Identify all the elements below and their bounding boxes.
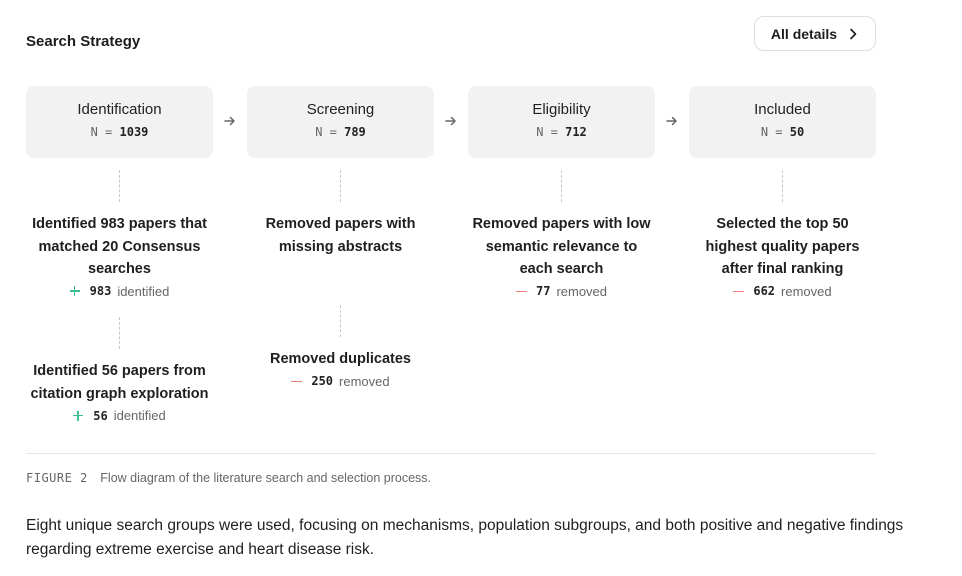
- stage-count: N = 1039: [90, 125, 149, 139]
- step-included-ranking: [689, 213, 876, 299]
- plus-icon: [73, 411, 83, 421]
- step-description: Removed duplicates: [269, 351, 411, 367]
- stage-name: Eligibility: [532, 101, 591, 118]
- step-screening-duplicates: [247, 348, 434, 389]
- figure-label: FIGURE 2: [26, 471, 88, 485]
- step-description: Selected the top 50 highest quality papers after final ranking: [705, 216, 860, 277]
- connector-line: [561, 170, 562, 202]
- section-title: Search Strategy: [26, 33, 141, 50]
- chevron-right-icon: [847, 28, 859, 40]
- connector-line: [782, 170, 783, 202]
- step-delta: 250 removed: [247, 374, 434, 389]
- step-delta: 983 identified: [26, 284, 213, 299]
- step-description: Removed papers with missing abstracts: [265, 216, 416, 255]
- stage-name: Included: [754, 101, 811, 118]
- step-description: Identified 56 papers from citation graph exploration: [30, 363, 209, 402]
- connector-line: [340, 305, 341, 337]
- arrow-right-icon: [224, 115, 236, 127]
- figure-caption: [26, 471, 431, 485]
- stage-eligibility: [468, 86, 655, 158]
- stage-name: Identification: [77, 101, 162, 118]
- divider: [26, 453, 876, 454]
- step-delta: 56 identified: [26, 408, 213, 423]
- connector-line: [119, 170, 120, 202]
- plus-icon: [70, 286, 80, 296]
- arrow-right-icon: [445, 115, 457, 127]
- stage-identification: [26, 86, 213, 158]
- stage-count: N = 50: [760, 125, 805, 139]
- stage-count: N = 789: [315, 125, 366, 139]
- stage-included: [689, 86, 876, 158]
- minus-icon: [291, 376, 301, 386]
- all-details-button[interactable]: [754, 16, 876, 51]
- step-identification-search: [26, 213, 213, 299]
- summary-paragraph: Eight unique search groups were used, focusing on mechanisms, population subgroups, and both positive and negative findings regarding extreme exercise and heart disease risk.: [26, 517, 904, 558]
- minus-icon: [733, 286, 743, 296]
- step-delta: 77 removed: [468, 284, 655, 299]
- connector-line: [340, 170, 341, 202]
- stage-count: N = 712: [536, 125, 587, 139]
- step-description: Identified 983 papers that matched 20 Consensus searches: [32, 216, 207, 277]
- step-eligibility-relevance: [468, 213, 655, 299]
- minus-icon: [516, 286, 526, 296]
- arrow-right-icon: [666, 115, 678, 127]
- caption-text: Flow diagram of the literature search and selection process.: [100, 471, 432, 485]
- step-screening-abstracts: [247, 213, 434, 258]
- step-identification-citation: [26, 360, 213, 423]
- connector-line: [119, 317, 120, 349]
- step-description: Removed papers with low semantic relevance to each search: [472, 216, 651, 277]
- all-details-label: All details: [770, 25, 838, 42]
- stage-name: Screening: [306, 101, 375, 118]
- step-delta: 662 removed: [689, 284, 876, 299]
- stage-screening: [247, 86, 434, 158]
